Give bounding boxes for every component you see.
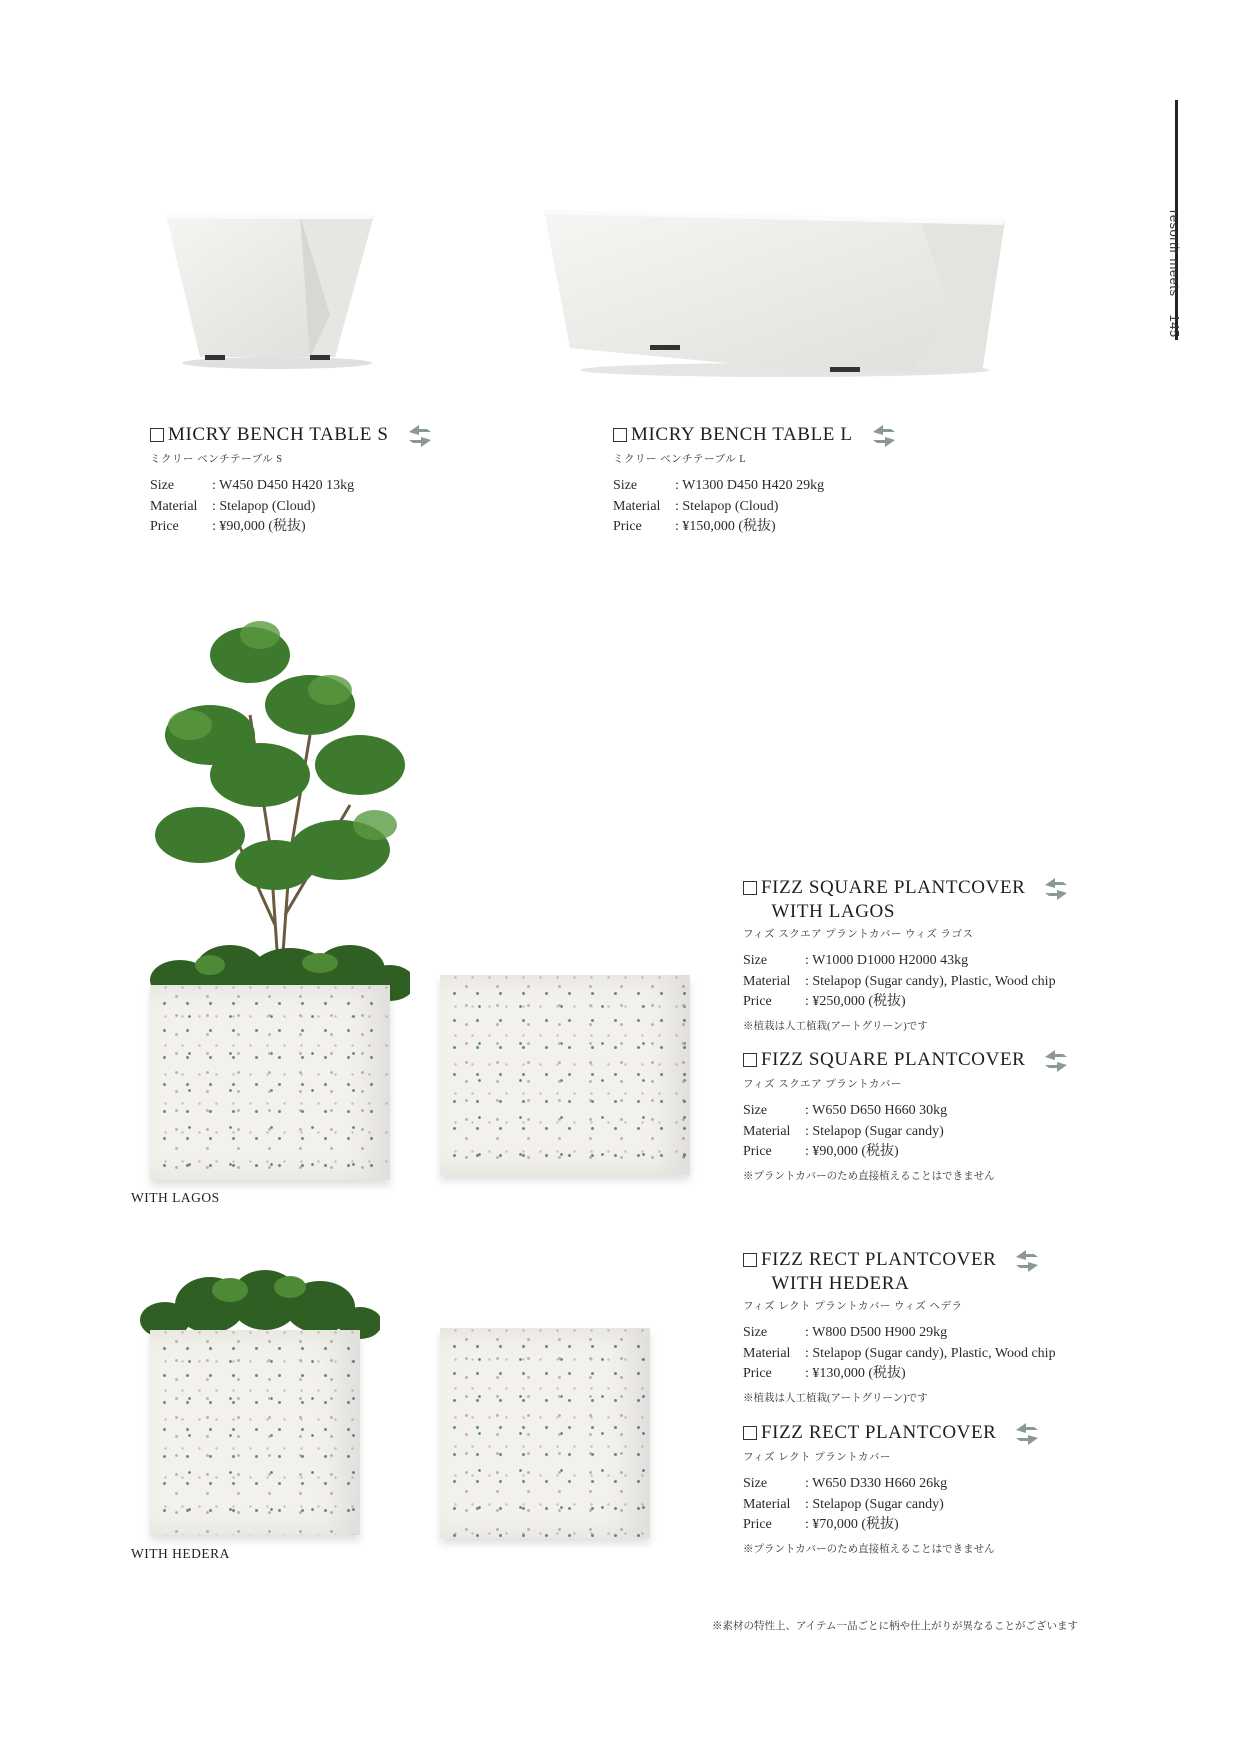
caption-with-lagos: WITH LAGOS [131, 1190, 220, 1205]
product-title-text: FIZZ RECT PLANTCOVER [761, 1422, 997, 1443]
product-title [743, 1248, 1056, 1296]
product-kana: フィズ スクエア プラントカバー [743, 1079, 902, 1090]
spec-price: Price : ¥70,000 (税抜) [743, 1517, 899, 1532]
page-footnote: ※素材の特性上、アイテム一品ごとに柄や仕上がりが異なることがございます [711, 1621, 1078, 1632]
product-micry-bench-table-l [613, 423, 899, 538]
fizz-rect-planter [440, 1328, 650, 1538]
bench-table-l-photo [540, 200, 1020, 380]
product-title-text: FIZZ SQUARE PLANTCOVER WITH LAGOS [761, 877, 1026, 922]
side-tab-label: resortir meets [1167, 210, 1182, 297]
bench-table-s-photo [160, 205, 390, 375]
spec-price: Price : ¥250,000 (税抜) [743, 994, 906, 1009]
exchange-arrows-icon [1012, 1421, 1042, 1447]
checkbox-icon [743, 1253, 757, 1267]
product-kana: ミクリー ベンチテーブル L [613, 454, 747, 465]
product-fizz-rect-plantcover [743, 1421, 1042, 1556]
exchange-arrows-icon [1041, 1048, 1071, 1074]
checkbox-icon [743, 1426, 757, 1440]
exchange-arrows-icon [1012, 1248, 1042, 1274]
product-title [743, 1048, 1071, 1074]
fizz-square-planter [440, 975, 690, 1175]
page-number: 145 [1167, 314, 1182, 338]
product-title [150, 423, 435, 449]
checkbox-icon [150, 428, 164, 442]
product-note: ※プラントカバーのため直接植えることはできません [743, 1543, 995, 1555]
product-note: ※プラントカバーのため直接植えることはできません [743, 1170, 995, 1182]
product-specs [743, 1474, 1042, 1536]
product-title [743, 1421, 1042, 1447]
fizz-rect-hedera-planter [150, 1330, 360, 1535]
product-note: ※植栽は人工植栽(アートグリーン)です [743, 1392, 928, 1404]
exchange-arrows-icon [1041, 876, 1071, 902]
spec-size: Size : W450 D450 H420 13kg [150, 478, 355, 493]
checkbox-icon [743, 881, 757, 895]
product-kana: フィズ スクエア プラントカバー ウィズ ラゴス [743, 929, 974, 940]
spec-material: Material : Stelapop (Sugar candy) [743, 1496, 944, 1512]
spec-material: Material : Stelapop (Sugar candy) [743, 1123, 944, 1139]
side-tab [1167, 210, 1182, 338]
spec-material: Material : Stelapop (Cloud) [613, 498, 779, 514]
product-specs [613, 476, 899, 538]
product-specs [743, 1101, 1071, 1163]
exchange-arrows-icon [869, 423, 899, 449]
product-fizz-rect-plantcover-with-hedera [743, 1248, 1056, 1405]
spec-price: Price : ¥150,000 (税抜) [613, 519, 776, 534]
caption-with-hedera: WITH HEDERA [131, 1546, 230, 1561]
fizz-square-lagos-planter [150, 985, 390, 1180]
product-kana: ミクリー ベンチテーブル S [150, 454, 283, 465]
product-title-text: FIZZ SQUARE PLANTCOVER [761, 1049, 1026, 1070]
product-kana: フィズ レクト プラントカバー [743, 1452, 891, 1463]
product-title [743, 876, 1071, 924]
product-title [613, 423, 899, 449]
product-fizz-square-plantcover [743, 1048, 1071, 1183]
spec-size: Size : W650 D330 H660 26kg [743, 1476, 948, 1491]
product-fizz-square-plantcover-with-lagos [743, 876, 1071, 1033]
product-specs [743, 1323, 1056, 1385]
spec-material: Material : Stelapop (Sugar candy), Plastic, Wood chip [743, 973, 1056, 989]
product-note: ※植栽は人工植栽(アートグリーン)です [743, 1020, 928, 1032]
checkbox-icon [613, 428, 627, 442]
product-title-text: FIZZ RECT PLANTCOVER WITH HEDERA [761, 1249, 997, 1294]
checkbox-icon [743, 1053, 757, 1067]
spec-material: Material : Stelapop (Cloud) [150, 498, 316, 514]
product-micry-bench-table-s [150, 423, 435, 538]
product-title-text: MICRY BENCH TABLE S [168, 424, 389, 445]
exchange-arrows-icon [405, 423, 435, 449]
product-kana: フィズ レクト プラントカバー ウィズ ヘデラ [743, 1301, 963, 1312]
product-specs [150, 476, 435, 538]
spec-price: Price : ¥130,000 (税抜) [743, 1366, 906, 1381]
spec-price: Price : ¥90,000 (税抜) [150, 519, 306, 534]
product-specs [743, 951, 1071, 1013]
product-title-text: MICRY BENCH TABLE L [631, 424, 853, 445]
spec-size: Size : W1000 D1000 H2000 43kg [743, 953, 969, 968]
spec-size: Size : W1300 D450 H420 29kg [613, 478, 825, 493]
spec-size: Size : W650 D650 H660 30kg [743, 1103, 948, 1118]
spec-price: Price : ¥90,000 (税抜) [743, 1144, 899, 1159]
spec-size: Size : W800 D500 H900 29kg [743, 1325, 948, 1340]
spec-material: Material : Stelapop (Sugar candy), Plastic, Wood chip [743, 1345, 1056, 1361]
